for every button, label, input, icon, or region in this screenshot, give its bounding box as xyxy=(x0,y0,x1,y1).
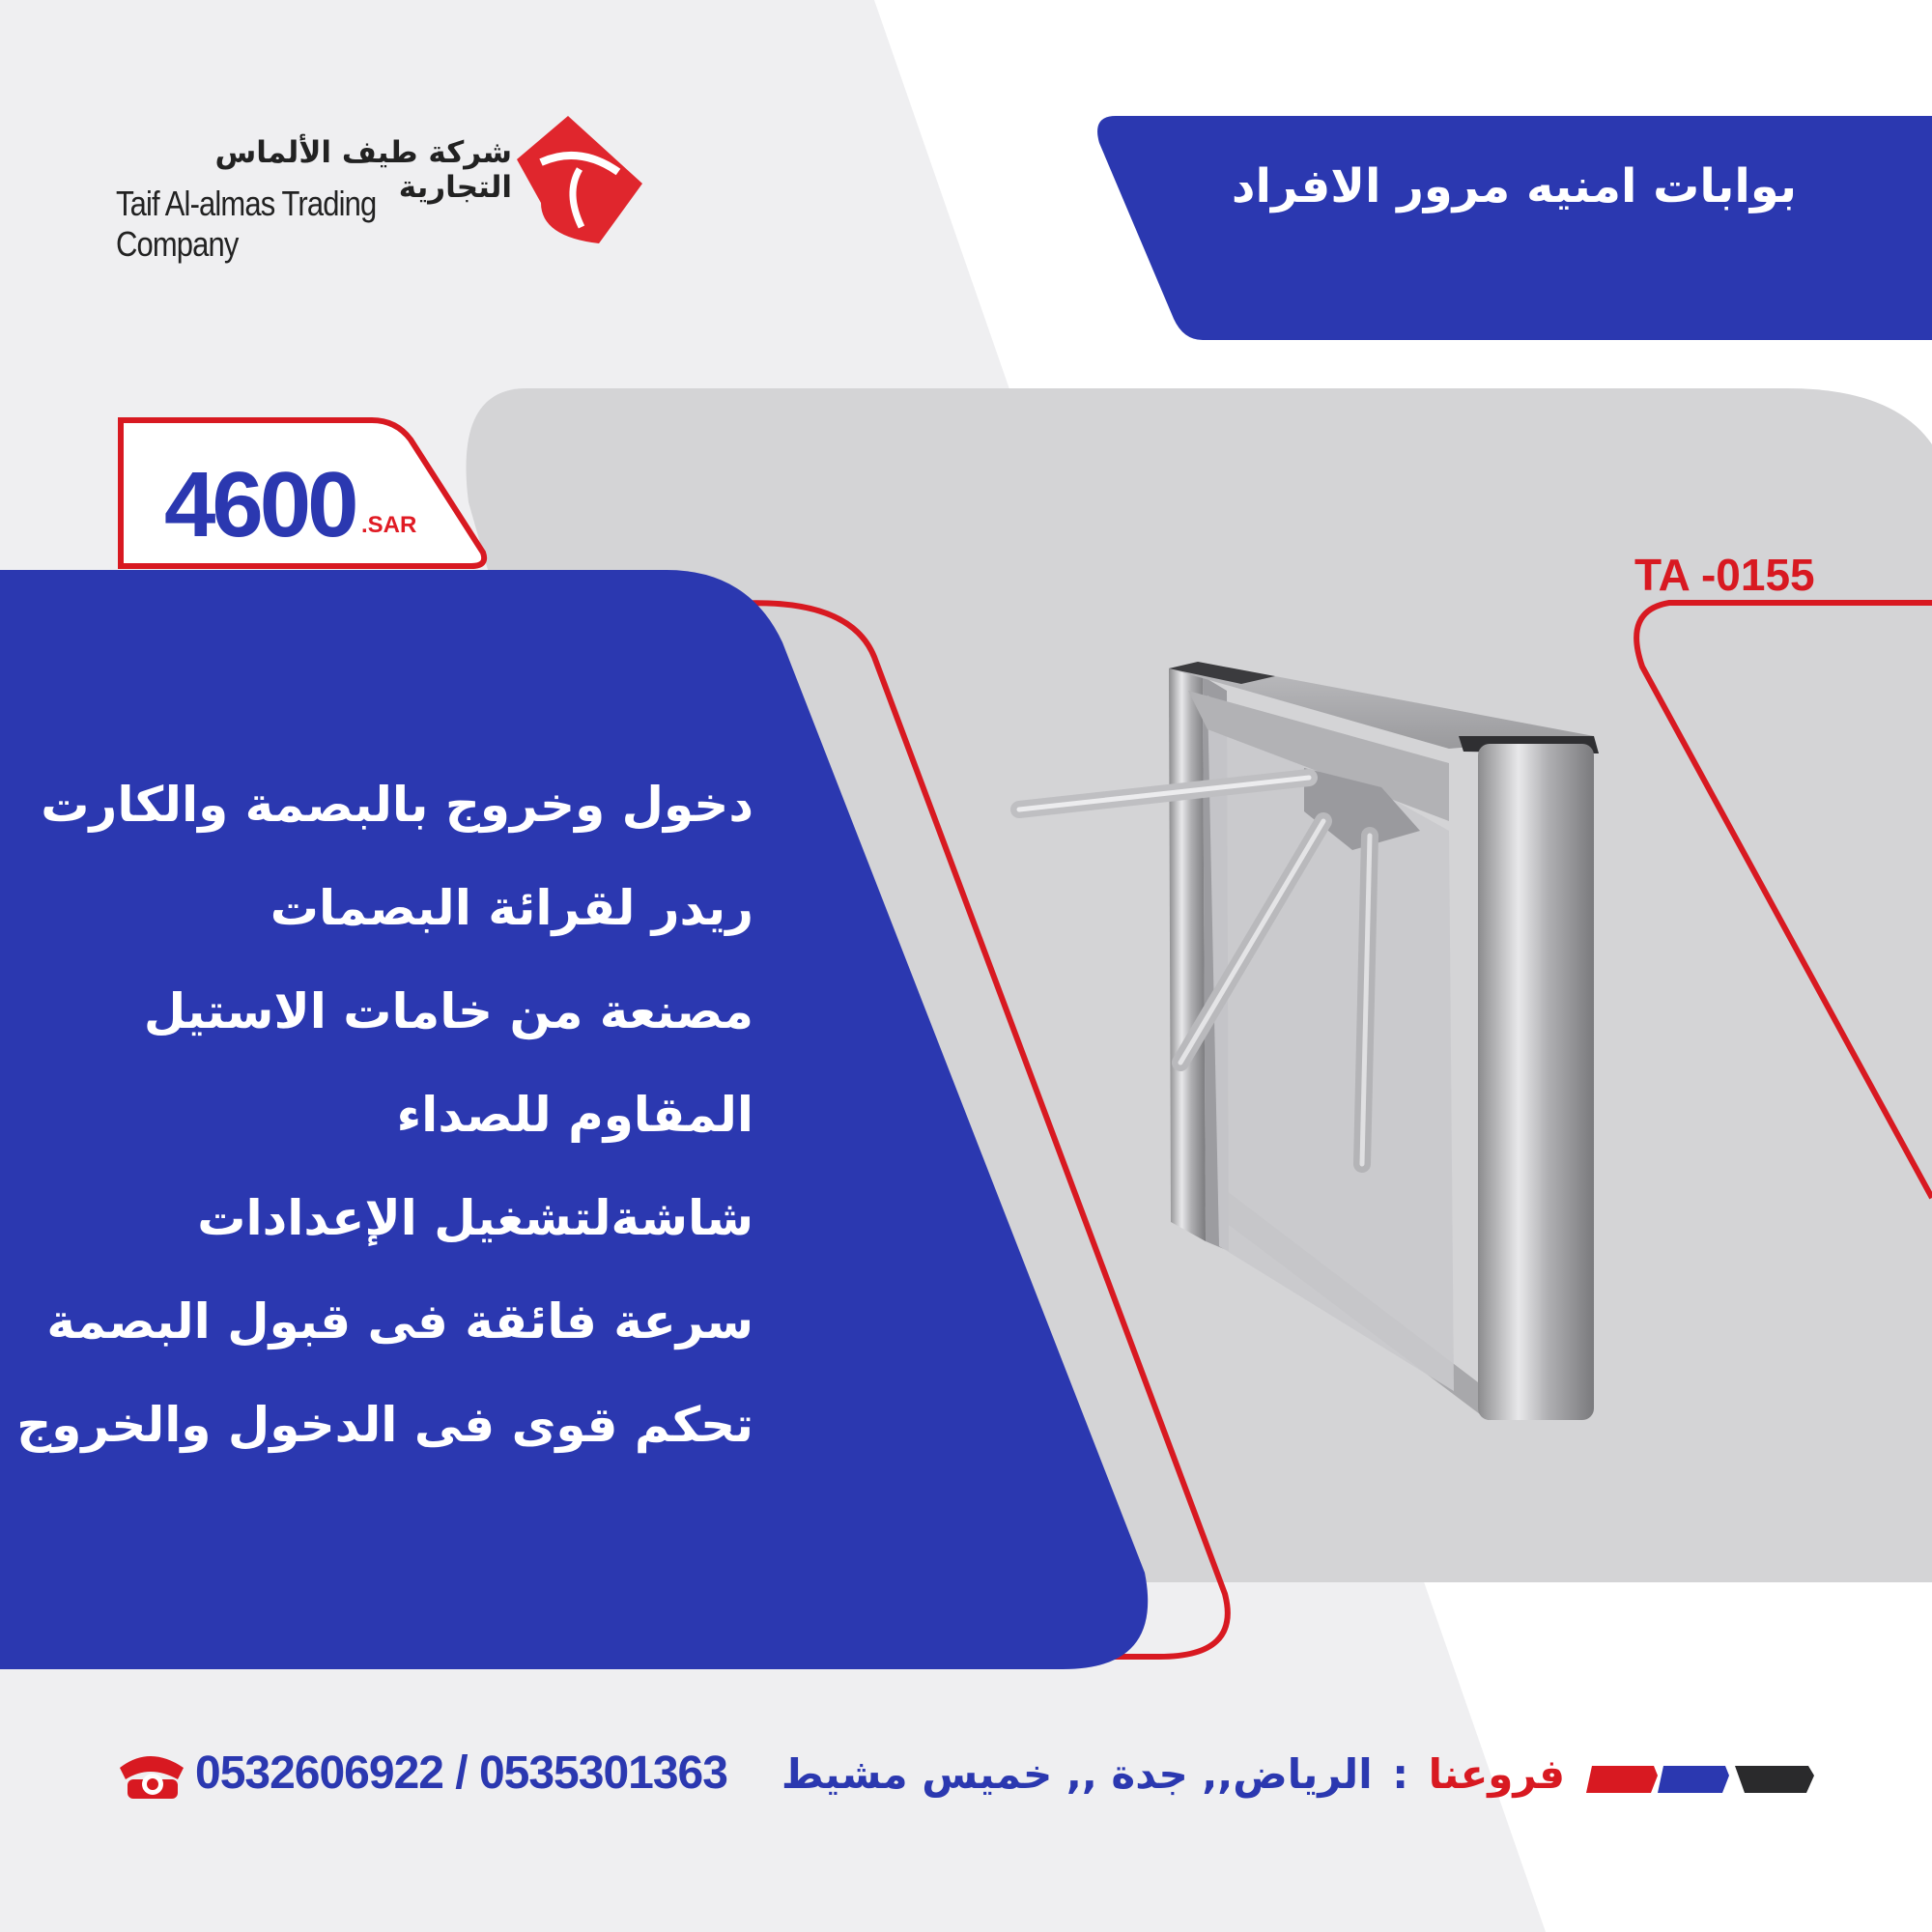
branches-separator: : xyxy=(1392,1750,1409,1798)
phone-numbers[interactable]: 0532606922 / 0535301363 xyxy=(195,1747,727,1799)
feature-item: شاشةلتشغيل الإعدادات xyxy=(197,1190,753,1246)
color-stripes-icon xyxy=(1586,1766,1814,1793)
price-currency: .SAR xyxy=(361,512,417,538)
feature-item: مصنعة من خامات الاستيل xyxy=(143,983,753,1039)
branches-label: فروعنا xyxy=(1428,1750,1565,1798)
page-title: بوابات امنيه مرور الافراد xyxy=(1231,159,1797,213)
contact-phones xyxy=(114,1747,727,1800)
branches-list: الرياض,, جدة ,, خميس مشيط xyxy=(781,1750,1373,1798)
features-list xyxy=(16,753,753,1477)
logo-mark-icon xyxy=(517,116,642,243)
header-banner xyxy=(1097,116,1932,340)
logo-name-arabic: شركة طيف الألماس التجارية xyxy=(214,135,512,205)
feature-item: ريدر لقرائة البصمات xyxy=(270,880,753,936)
feature-item: المقاوم للصداء xyxy=(396,1087,753,1143)
product-model-code: TA -0155 xyxy=(1634,550,1815,600)
feature-item: دخول وخروج بالبصمة والكارت xyxy=(41,777,753,833)
price-value: 4600 xyxy=(164,453,355,556)
feature-item: تحكم قوى فى الدخول والخروج xyxy=(16,1397,753,1453)
branches-line xyxy=(781,1750,1565,1798)
telephone-icon-spacer xyxy=(114,1749,182,1798)
logo-name-english: Taif Al-almas Trading Company xyxy=(116,184,377,264)
feature-item: سرعة فائقة فى قبول البصمة xyxy=(46,1293,753,1350)
